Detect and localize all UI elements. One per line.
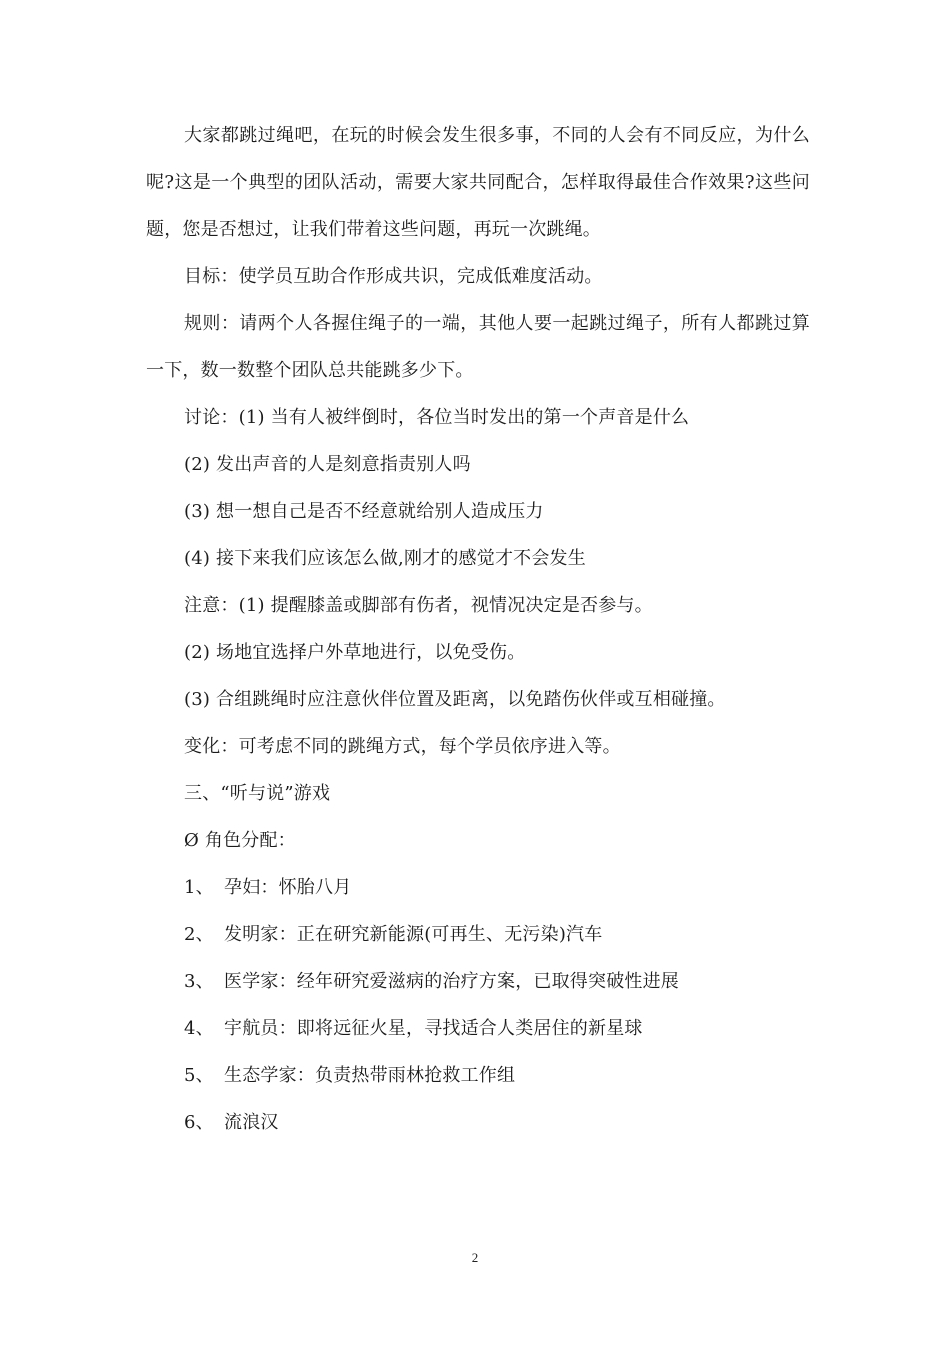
variation-paragraph: 变化：可考虑不同的跳绳方式，每个学员依序进入等。	[184, 736, 621, 757]
role-text: 发明家：正在研究新能源(可再生、无污染)汽车	[224, 924, 603, 945]
goal-paragraph: 目标：使学员互助合作形成共识，完成低难度活动。	[184, 266, 603, 287]
role-number: 6、	[184, 1112, 214, 1133]
role-number: 2、	[184, 924, 214, 945]
document-body	[146, 112, 810, 1146]
role-text: 孕妇：怀胎八月	[224, 877, 352, 898]
role-text: 生态学家：负责热带雨林抢救工作组	[224, 1065, 516, 1086]
role-text: 流浪汉	[224, 1112, 279, 1133]
role-number: 1、	[184, 877, 214, 898]
discussion-item: (4) 接下来我们应该怎么做,刚才的感觉才不会发生	[184, 548, 586, 569]
role-item	[146, 1005, 810, 1052]
role-item	[146, 958, 810, 1005]
discussion-item: (3) 想一想自己是否不经意就给别人造成压力	[184, 501, 544, 522]
note-item: (2) 场地宜选择户外草地进行，以免受伤。	[184, 642, 526, 663]
role-number: 5、	[184, 1065, 214, 1086]
note-item: (3) 合组跳绳时应注意伙伴位置及距离，以免踏伤伙伴或互相碰撞。	[184, 689, 726, 710]
role-text: 医学家：经年研究爱滋病的治疗方案，已取得突破性进展	[224, 971, 679, 992]
role-number: 3、	[184, 971, 214, 992]
discussion-item: (2) 发出声音的人是刻意指责别人吗	[184, 454, 471, 475]
section-heading: 三、“听与说”游戏	[184, 783, 331, 804]
note-item: 注意：(1) 提醒膝盖或脚部有伤者，视情况决定是否参与。	[184, 595, 653, 616]
role-item	[146, 864, 810, 911]
rules-paragraph: 规则：请两个人各握住绳子的一端，其他人要一起跳过绳子，所有人都跳过算一下，数一数整个团队总共能跳多少下。	[146, 313, 810, 381]
discussion-item: 讨论：(1) 当有人被绊倒时，各位当时发出的第一个声音是什么	[184, 407, 690, 428]
page-number: 2	[471, 1250, 479, 1265]
roles-heading: Ø 角色分配：	[184, 830, 296, 851]
intro-paragraph: 大家都跳过绳吧，在玩的时候会发生很多事，不同的人会有不同反应，为什么呢?这是一个典型的团队活动，需要大家共同配合，怎样取得最佳合作效果?这些问题，您是否想过，让我们带着这些问题，再玩一次跳绳。	[146, 125, 810, 240]
role-item	[146, 1052, 810, 1099]
role-item	[146, 911, 810, 958]
role-item	[146, 1099, 810, 1146]
role-number: 4、	[184, 1018, 214, 1039]
role-text: 宇航员：即将远征火星，寻找适合人类居住的新星球	[224, 1018, 643, 1039]
